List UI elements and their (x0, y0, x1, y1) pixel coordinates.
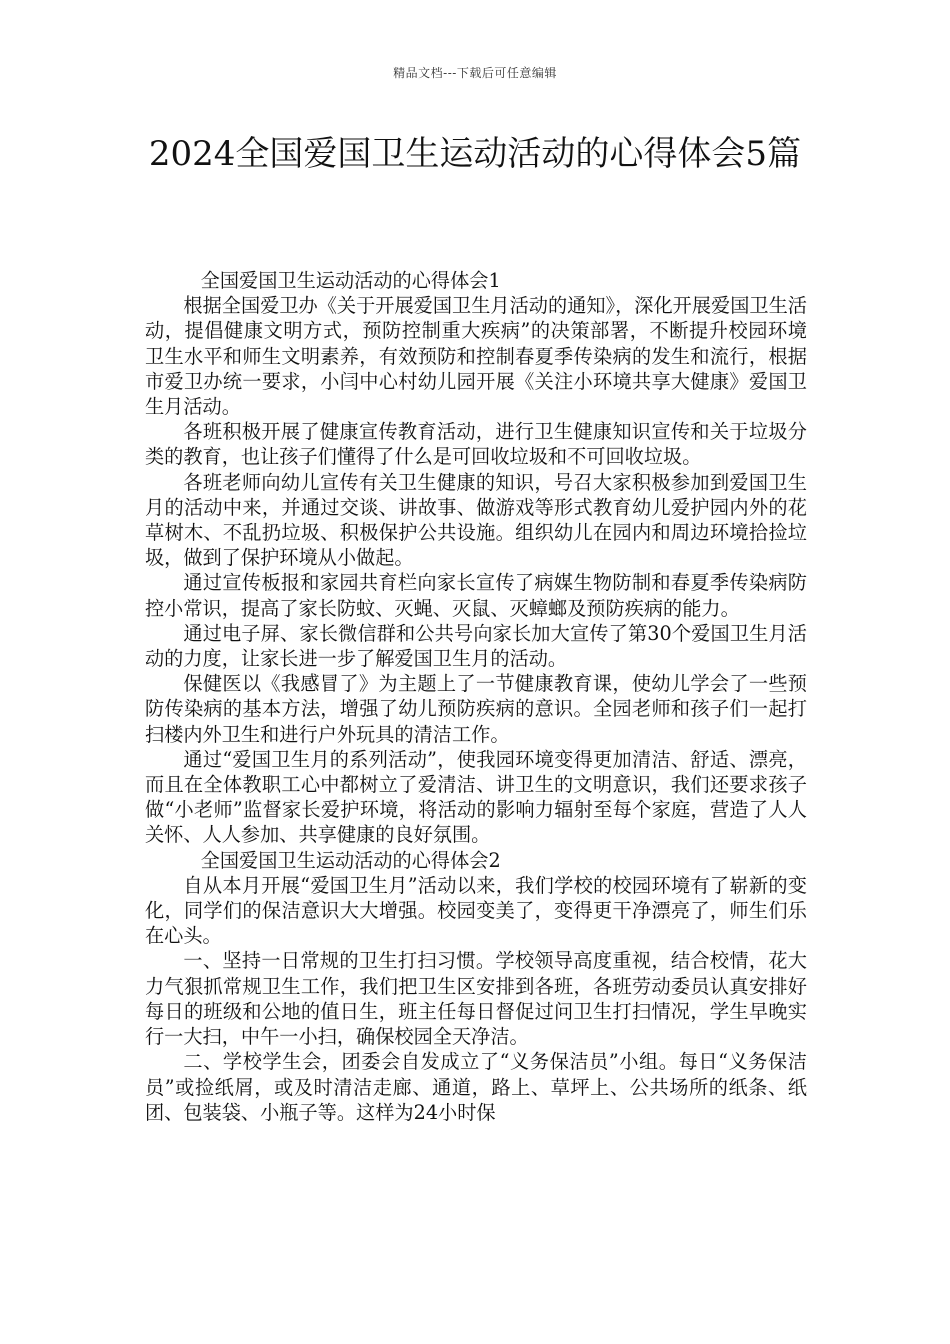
document-body (145, 268, 807, 1125)
header-note: 精品文档---下载后可任意编辑 (393, 66, 557, 80)
paragraph: 保健医以《我感冒了》为主题上了一节健康教育课，使幼儿学会了一些预防传染病的基本方法，增强了幼儿预防疾病的意识。全园老师和孩子们一起打扫楼内外卫生和进行户外玩具的清洁工作。 (145, 672, 807, 746)
paragraph: 各班积极开展了健康宣传教育活动，进行卫生健康知识宣传和关于垃圾分类的教育，也让孩子们懂得了什么是可回收垃圾和不可回收垃圾。 (145, 420, 807, 469)
paragraph: 一、坚持一日常规的卫生打扫习惯。学校领导高度重视，结合校情，花大力气狠抓常规卫生工作，我们把卫生区安排到各班，各班劳动委员认真安排好每日的班级和公地的值日生，班主任每日督促过问卫生打扫情况，学生早晚实行一大扫，中午一小扫，确保校园全天净洁。 (145, 949, 807, 1049)
section-heading-2: 全国爱国卫生运动活动的心得体会2 (200, 848, 501, 872)
paragraph: 二、学校学生会，团委会自发成立了“义务保洁员”小组。每日“义务保洁员”或捡纸屑，或及时清洁走廊、通道，路上、草坪上、公共场所的纸条、纸团、包装袋、小瓶子等。这样为24小时保 (145, 1050, 807, 1124)
paragraph: 通过宣传板报和家园共育栏向家长宣传了病媒生物防制和春夏季传染病防控小常识，提高了家长防蚊、灭蝇、灭鼠、灭蟑螂及预防疾病的能力。 (145, 571, 807, 620)
paragraph: 通过“爱国卫生月的系列活动”，使我园环境变得更加清洁、舒适、漂亮，而且在全体教职工心中都树立了爱清洁、讲卫生的文明意识，我们还要求孩子做“小老师”监督家长爱护环境，将活动的影响力辐射至每个家庭，营造了人人关怀、人人参加、共享健康的良好氛围。 (145, 747, 807, 847)
paragraph: 自从本月开展“爱国卫生月”活动以来，我们学校的校园环境有了崭新的变化，同学们的保洁意识大大增强。校园变美了，变得更干净漂亮了，师生们乐在心头。 (145, 873, 807, 948)
section-heading-1: 全国爱国卫生运动活动的心得体会1 (200, 269, 501, 292)
paragraph: 根据全国爱卫办《关于开展爱国卫生月活动的通知》，深化开展爱国卫生活动，提倡健康文明方式，预防控制重大疾病”的决策部署，不断提升校园环境卫生水平和师生文明素养，有效预防和控制春夏季传染病的发生和流行，根据市爱卫办统一要求，小闫中心村幼儿园开展《关注小环境共享大健康》爱国卫生月活动。 (145, 294, 807, 419)
paragraph: 各班老师向幼儿宣传有关卫生健康的知识，号召大家积极参加到爱国卫生月的活动中来，并通过交谈、讲故事、做游戏等形式教育幼儿爱护园内外的花草树木、不乱扔垃圾、积极保护公共设施。组织幼儿在园内和周边环境拾捡垃圾，做到了保护环境从小做起。 (145, 470, 807, 570)
document-title: 2024全国爱国卫生运动活动的心得体会5篇 (148, 134, 802, 174)
paragraph: 通过电子屏、家长微信群和公共号向家长加大宣传了第30个爱国卫生月活动的力度，让家长进一步了解爱国卫生月的活动。 (145, 621, 807, 671)
